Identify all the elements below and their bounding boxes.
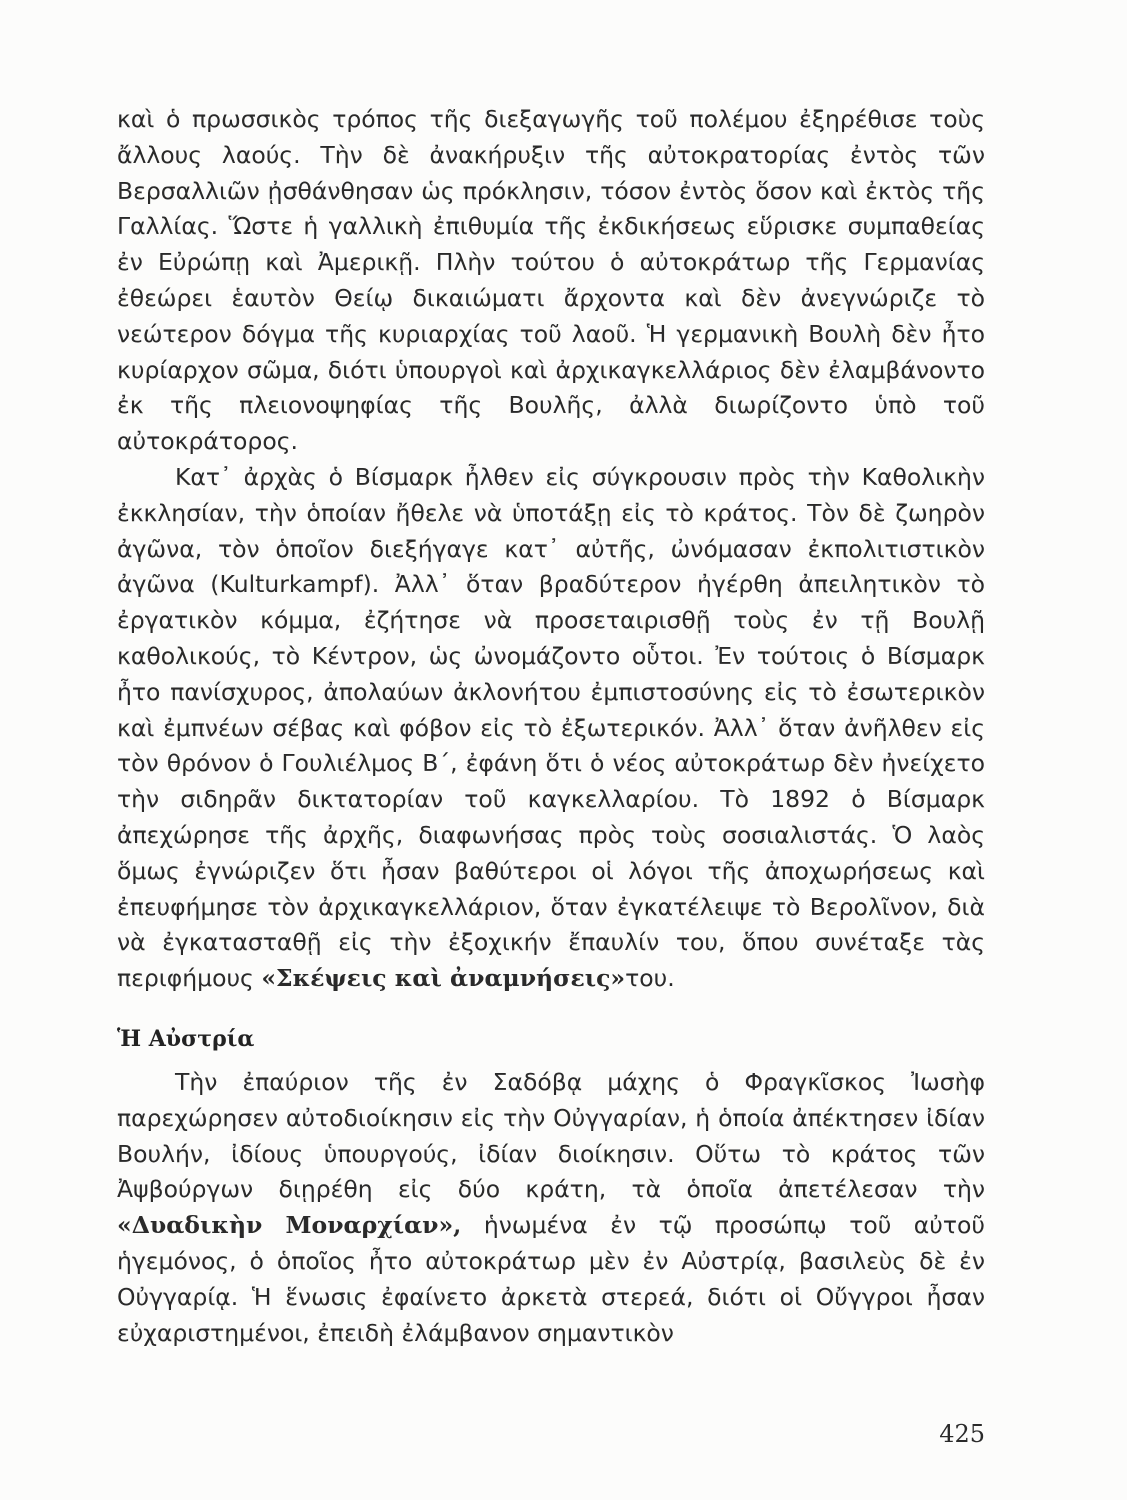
paragraph-text: Τὴν ἐπαύριον τῆς ἐν Σαδόβᾳ μάχης ὁ Φραγκῖσκος Ἰωσὴφ παρεχώρησεν αὐτοδιοίκησιν εἰς τὴν Οὐγγαρίαν, ἡ ὁποία ἀπέκτησεν ἰδίαν Βουλήν, ἰδίους ὑπουργούς, ἰδίαν διοίκησιν. Οὕτω τὸ κράτος τῶν Ἀψβούργων διῃρέθη εἰς δύο κράτη, τὰ ὁποῖα ἀπετέλεσαν τὴν <box>117 1067 985 1204</box>
emphasized-title: «Σκέψεις καὶ ἀναμνήσεις» <box>261 964 626 993</box>
page-body <box>117 102 985 1351</box>
paragraph-tail: του. <box>625 964 675 993</box>
paragraph-bismarck <box>117 460 985 997</box>
paragraph-prussian-war <box>117 102 985 460</box>
paragraph-austria <box>117 1065 985 1351</box>
paragraph-text: Κατ᾽ ἀρχὰς ὁ Βίσμαρκ ἦλθεν εἰς σύγκρουσιν πρὸς τὴν Καθολικὴν ἐκκλησίαν, τὴν ὁποίαν ἤθελε νὰ ὑποτάξῃ εἰς τὸ κράτος. Τὸν δὲ ζωηρὸν ἀγῶνα, τὸν ὁποῖον διεξήγαγε κατ᾽ αὐτῆς, ὠνόμασαν ἐκπολιτιστικὸν ἀγῶνα (Kulturkampf). Ἀλλ᾽ ὅταν βραδύτερον ἠγέρθη ἀπειλητικὸν τὸ ἐργατικὸν κόμμα, ἐζήτησε νὰ προσεταιρισθῇ τοὺς ἐν τῇ Βουλῇ καθολικούς, τὸ Κέντρον, ὡς ὠνομάζοντο οὗτοι. Ἐν τούτοις ὁ Βίσμαρκ ἦτο πανίσχυρος, ἀπολαύων ἀκλονήτου ἐμπιστοσύνης εἰς τὸ ἐσωτερικὸν καὶ ἐμπνέων σέβας καὶ φόβον εἰς τὸ ἐξωτερικόν. Ἀλλ᾽ ὅταν ἀνῆλθεν εἰς τὸν θρόνον ὁ Γουλιέλμος Β΄, ἐφάνη ὅτι ὁ νέος αὐτοκράτωρ δὲν ἠνείχετο τὴν σιδηρᾶν δικτατορίαν τοῦ καγκελλαρίου. Τὸ 1892 ὁ Βίσμαρκ ἀπεχώρησε τῆς ἀρχῆς, διαφωνήσας πρὸς τοὺς σοσιαλιστάς. Ὁ λαὸς ὅμως ἐγνώριζεν ὅτι ἦσαν βαθύτεροι οἱ λόγοι τῆς ἀποχωρήσεως καὶ ἐπευφήμησε τὸν ἀρχικαγκελλάριον, ὅταν ἐγκατέλειψε τὸ Βερολῖνον, διὰ νὰ ἐγκατασταθῇ εἰς τὴν ἐξοχικήν ἔπαυλίν του, ὅπου συνέταξε τὰς περιφήμους <box>117 462 985 993</box>
paragraph-text: καὶ ὁ πρωσσικὸς τρόπος τῆς διεξαγωγῆς τοῦ πολέμου ἐξηρέθισε τοὺς ἄλλους λαούς. Τὴν δὲ ἀνακήρυξιν τῆς αὐτοκρατορίας ἐντὸς τῶν Βερσαλλιῶν ᾐσθάνθησαν ὡς πρόκλησιν, τόσον ἐντὸς ὅσον καὶ ἐκτὸς τῆς Γαλλίας. Ὥστε ἡ γαλλικὴ ἐπιθυμία τῆς ἐκδικήσεως εὕρισκε συμπαθείας ἐν Εὐρώπῃ καὶ Ἀμερικῇ. Πλὴν τούτου ὁ αὐτοκράτωρ τῆς Γερμανίας ἐθεώρει ἑαυτὸν Θείῳ δικαιώματι ἄρχοντα καὶ δὲν ἀνεγνώριζε τὸ νεώτερον δόγμα τῆς κυριαρχίας τοῦ λαοῦ. Ἡ γερμανικὴ Βουλὴ δὲν ἦτο κυρίαρχον σῶμα, διότι ὑπουργοὶ καὶ ἀρχικαγκελλάριος δὲν ἐλαμβάνοντο ἐκ τῆς πλειονοψηφίας τῆς Βουλῆς, ἀλλὰ διωρίζοντο ὑπὸ τοῦ αὐτοκράτορος. <box>117 105 985 456</box>
page-number: 425 <box>939 1420 985 1448</box>
paragraph-tail: ἡνωμένα ἐν τῷ προσώπῳ τοῦ αὐτοῦ ἡγεμόνος, ὁ ὁποῖος ἦτο αὐτοκράτωρ μὲν ἐν Αὐστρίᾳ, βασιλεὺς δὲ ἐν Οὐγγαρίᾳ. Ἡ ἕνωσις ἐφαίνετο ἀρκετὰ στερεά, διότι οἱ Οὔγγροι ἦσαν εὐχαριστημένοι, ἐπειδὴ ἐλάμβανον σημαντικὸν <box>117 1211 985 1347</box>
section-heading: Ἡ Αὐστρία <box>117 1025 255 1052</box>
emphasized-term: «Δυαδικὴν Μοναρχίαν», <box>117 1211 462 1240</box>
